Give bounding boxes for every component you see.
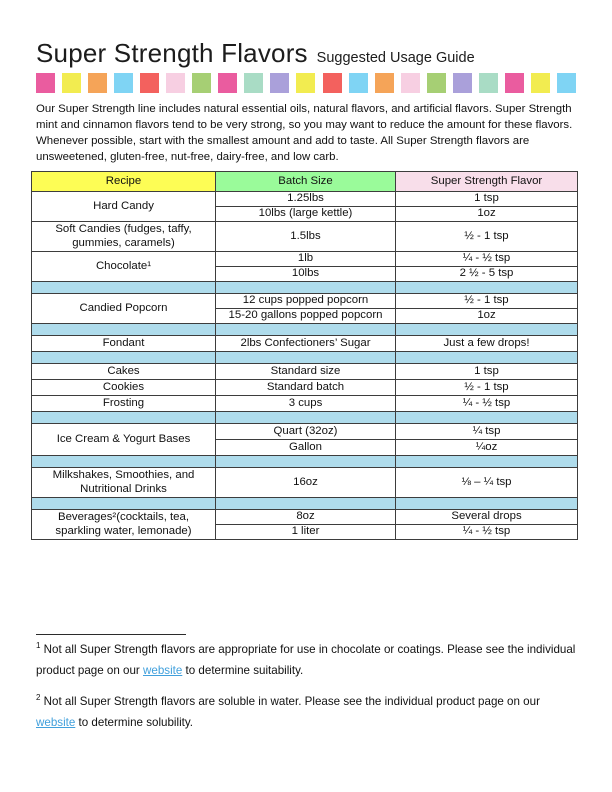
stripe-square-purple <box>270 73 289 93</box>
color-stripe <box>36 73 576 93</box>
stripe-square-yellow <box>531 73 550 93</box>
recipe-cell: Cakes <box>32 364 216 380</box>
batch-cell: 1.5lbs <box>216 222 396 252</box>
recipe-cell: Ice Cream & Yogurt Bases <box>32 424 216 456</box>
flavor-cell: 1oz <box>396 207 578 222</box>
recipe-cell: Candied Popcorn <box>32 294 216 324</box>
title-subtitle: Suggested Usage Guide <box>316 50 475 66</box>
footnote-separator-line <box>36 634 186 635</box>
stripe-square-yellow <box>62 73 81 93</box>
footnote-1-text: Not all Super Strength flavors are appropriate for use in chocolate or coatings. Please see the individual product page on our <box>36 643 576 677</box>
table-row <box>32 510 578 525</box>
flavor-cell: ¼ tsp <box>396 424 578 440</box>
batch-cell: 1.25lbs <box>216 192 396 207</box>
separator-row <box>32 352 578 364</box>
table-row <box>32 222 578 252</box>
separator-row <box>32 456 578 468</box>
batch-cell: Quart (32oz) <box>216 424 396 440</box>
stripe-square-purple <box>453 73 472 93</box>
stripe-square-mint <box>479 73 498 93</box>
footnote-2-text-end: to determine solubility. <box>75 715 194 729</box>
batch-cell: Gallon <box>216 440 396 456</box>
page-title <box>36 33 475 70</box>
flavor-cell: 1 tsp <box>396 364 578 380</box>
flavor-cell: 2 ½ - 5 tsp <box>396 267 578 282</box>
batch-cell: 16oz <box>216 468 396 498</box>
stripe-square-yellow <box>296 73 315 93</box>
table-row <box>32 364 578 380</box>
stripe-square-orange <box>88 73 107 93</box>
batch-cell: 1 liter <box>216 525 396 540</box>
batch-cell: 2lbs Confectioners’ Sugar <box>216 336 396 352</box>
table-header-row <box>32 172 578 192</box>
footnote-2 <box>36 692 581 733</box>
stripe-square-pink <box>36 73 55 93</box>
website-link-2[interactable]: website <box>36 715 76 729</box>
recipe-cell: Hard Candy <box>32 192 216 222</box>
flavor-cell: ¼ - ½ tsp <box>396 396 578 412</box>
title-main: Super Strength Flavors <box>36 38 308 68</box>
stripe-square-pink <box>505 73 524 93</box>
stripe-square-pink <box>218 73 237 93</box>
separator-row <box>32 498 578 510</box>
batch-cell: 10lbs <box>216 267 396 282</box>
website-link-1[interactable]: website <box>143 663 183 677</box>
recipe-cell: Cookies <box>32 380 216 396</box>
footnote-2-marker: 2 <box>36 693 41 703</box>
stripe-square-orange <box>375 73 394 93</box>
recipe-cell: Chocolate¹ <box>32 252 216 282</box>
table-row <box>32 252 578 267</box>
batch-cell: 8oz <box>216 510 396 525</box>
footnote-1-text-end: to determine suitability. <box>182 663 304 677</box>
stripe-square-light-pink <box>166 73 185 93</box>
flavor-cell: ⅛ – ¼ tsp <box>396 468 578 498</box>
flavor-cell: Several drops <box>396 510 578 525</box>
stripe-square-light-blue <box>557 73 576 93</box>
footnote-1 <box>36 640 581 681</box>
column-header-recipe: Recipe <box>32 172 216 192</box>
stripe-square-light-blue <box>349 73 368 93</box>
batch-cell: 1lb <box>216 252 396 267</box>
flavor-cell: ¼ - ½ tsp <box>396 525 578 540</box>
stripe-square-green <box>427 73 446 93</box>
flavor-cell: ¼ - ½ tsp <box>396 252 578 267</box>
intro-paragraph: Our Super Strength line includes natural essential oils, natural flavors, and artificial flavors. Super Strength mint and cinnamon flavors tend to be very strong, so you may want to reduce the amount for these flavors. Whenever possible, start with the smallest amount and add to taste. All Super Strength flavors are unsweetened, gluten-free, nut-free, dairy-free, and low carb. <box>36 103 573 163</box>
flavor-cell: 1 tsp <box>396 192 578 207</box>
table-row <box>32 380 578 396</box>
batch-cell: Standard size <box>216 364 396 380</box>
batch-cell: Standard batch <box>216 380 396 396</box>
stripe-square-light-pink <box>401 73 420 93</box>
batch-cell: 15-20 gallons popped popcorn <box>216 309 396 324</box>
footnote-2-text: Not all Super Strength flavors are soluble in water. Please see the individual product page on our <box>40 695 540 708</box>
stripe-square-light-blue <box>114 73 133 93</box>
flavor-cell: Just a few drops! <box>396 336 578 352</box>
recipe-cell: Milkshakes, Smoothies, and Nutritional Drinks <box>32 468 216 498</box>
batch-cell: 12 cups popped popcorn <box>216 294 396 309</box>
stripe-square-red <box>140 73 159 93</box>
separator-row <box>32 324 578 336</box>
batch-cell: 10lbs (large kettle) <box>216 207 396 222</box>
table-row <box>32 424 578 440</box>
stripe-square-green <box>192 73 211 93</box>
column-header-flavor: Super Strength Flavor <box>396 172 578 192</box>
recipe-cell: Soft Candies (fudges, taffy, gummies, caramels) <box>32 222 216 252</box>
flavor-cell: ½ - 1 tsp <box>396 380 578 396</box>
batch-cell: 3 cups <box>216 396 396 412</box>
stripe-square-mint <box>244 73 263 93</box>
column-header-batch-size: Batch Size <box>216 172 396 192</box>
recipe-cell: Beverages²(cocktails, tea, sparkling water, lemonade) <box>32 510 216 540</box>
table-row <box>32 336 578 352</box>
table-row <box>32 468 578 498</box>
table-row <box>32 396 578 412</box>
table-row <box>32 192 578 207</box>
footnote-1-marker: 1 <box>36 641 41 651</box>
separator-row <box>32 412 578 424</box>
recipe-cell: Frosting <box>32 396 216 412</box>
flavor-cell: ½ - 1 tsp <box>396 222 578 252</box>
flavor-cell: ½ - 1 tsp <box>396 294 578 309</box>
stripe-square-red <box>323 73 342 93</box>
recipe-cell: Fondant <box>32 336 216 352</box>
usage-table <box>31 171 578 540</box>
table-row <box>32 294 578 309</box>
flavor-cell: ¼oz <box>396 440 578 456</box>
separator-row <box>32 282 578 294</box>
flavor-cell: 1oz <box>396 309 578 324</box>
